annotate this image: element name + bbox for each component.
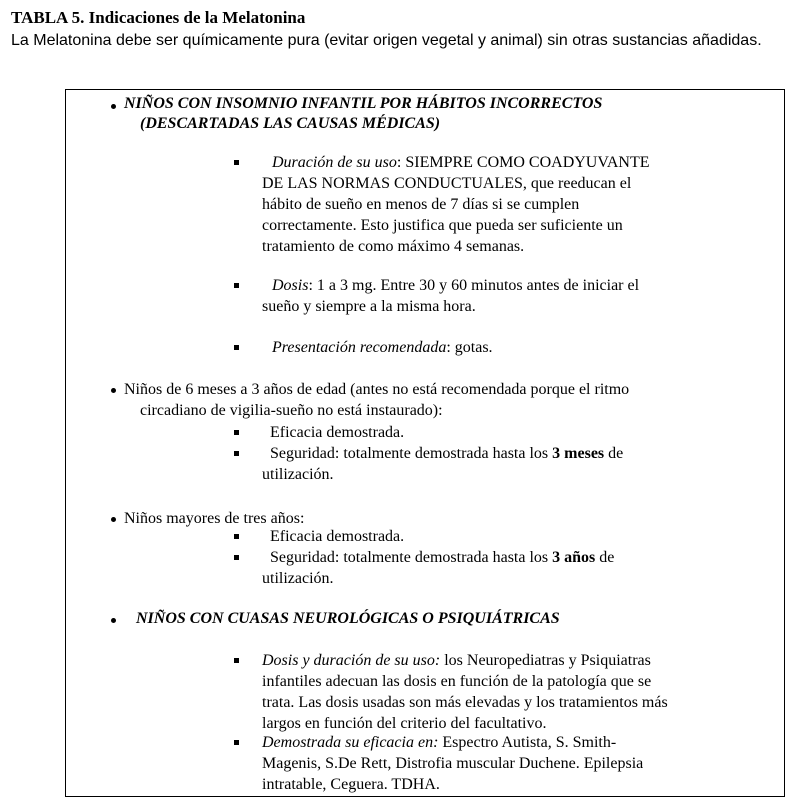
item-dosis-line: sueño y siempre a la misma hora. [262, 298, 476, 315]
item-eficacia: Eficacia demostrada. [270, 424, 405, 441]
square-bullet-icon [234, 658, 239, 663]
square-bullet-icon [234, 740, 239, 745]
item-eficacia-demostrada-line: intratable, Ceguera. TDHA. [262, 776, 440, 793]
item-seguridad: Seguridad: totalmente demostrada hasta los 3 meses de [270, 445, 624, 462]
section-4-heading: NIÑOS CON CUASAS NEUROLÓGICAS O PSIQUIÁTRICAS [136, 610, 560, 627]
square-bullet-icon [234, 283, 239, 288]
square-bullet-icon [234, 534, 239, 539]
bullet-dot-icon [111, 517, 116, 522]
square-bullet-icon [234, 451, 239, 456]
item-seguridad-line: utilización. [262, 466, 334, 483]
section-1-heading-line2: (DESCARTADAS LAS CAUSAS MÉDICAS) [140, 115, 441, 132]
item-duracion: Duración de su uso: SIEMPRE COMO COADYUVANTE [272, 154, 650, 171]
section-1-heading: NIÑOS CON INSOMNIO INFANTIL POR HÁBITOS INCORRECTOS [124, 95, 603, 112]
item-dosis-duracion: Dosis y duración de su uso: los Neuropediatras y Psiquiatras [262, 652, 651, 669]
section-2-heading-line2: circadiano de vigilia-sueño no está instaurado): [140, 402, 443, 419]
bullet-dot-icon [111, 104, 116, 109]
item-duracion-line: DE LAS NORMAS CONDUCTUALES, que reeducan el [262, 175, 632, 192]
item-seguridad-line: utilización. [262, 570, 334, 587]
square-bullet-icon [234, 345, 239, 350]
item-seguridad: Seguridad: totalmente demostrada hasta los 3 años de [270, 549, 615, 566]
item-dosis-duracion-line: largos en función del criterio del facultativo. [262, 715, 547, 732]
section-2-heading: Niños de 6 meses a 3 años de edad (antes no está recomendada porque el ritmo [124, 381, 630, 398]
square-bullet-icon [234, 160, 239, 165]
table-title: TABLA 5. Indicaciones de la Melatonina [11, 8, 306, 27]
item-eficacia-demostrada: Demostrada su eficacia en: Espectro Autista, S. Smith- [262, 734, 617, 751]
item-eficacia-demostrada-line: Magenis, S.De Rett, Distrofia muscular Duchene. Epilepsia [262, 755, 644, 772]
item-duracion-line: correctamente. Esto justifica que pueda ser suficiente un [262, 217, 623, 234]
bullet-dot-icon [111, 618, 116, 623]
item-dosis-duracion-line: infantiles adecuan las dosis en función de la patología que se [262, 673, 652, 690]
item-duracion-line: hábito de sueño en menos de 7 días si se cumplen [262, 196, 580, 213]
section-3-heading: Niños mayores de tres años: [124, 510, 305, 527]
item-eficacia: Eficacia demostrada. [270, 528, 405, 545]
bullet-dot-icon [111, 388, 116, 393]
item-dosis-duracion-line: trata. Las dosis usadas son más elevadas y los tratamientos más [262, 694, 668, 711]
table-subtitle: La Melatonina debe ser químicamente pura (evitar origen vegetal y animal) sin otras sustancias añadidas. [11, 32, 762, 49]
item-dosis: Dosis: 1 a 3 mg. Entre 30 y 60 minutos antes de iniciar el [272, 277, 640, 294]
square-bullet-icon [234, 430, 239, 435]
square-bullet-icon [234, 555, 239, 560]
item-duracion-line: tratamiento de como máximo 4 semanas. [262, 238, 525, 255]
item-presentacion: Presentación recomendada: gotas. [272, 339, 493, 356]
